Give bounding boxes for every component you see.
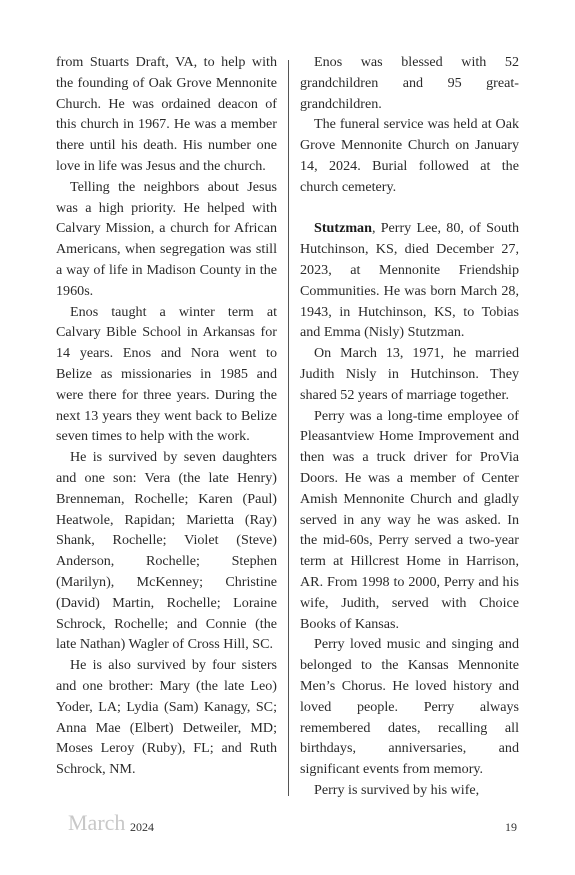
obituary-lead-paragraph	[300, 218, 519, 343]
column-divider	[288, 60, 289, 796]
right-column	[300, 52, 519, 801]
paragraph: Perry is survived by his wife,	[314, 781, 480, 798]
footer-month: March	[68, 810, 126, 835]
paragraph: Telling the neighbors about Jesus was a high priority. He helped with Calvary Mission, a church for African Americans, when segregation was still a way of life in Madison County in the 1960s.	[56, 178, 277, 299]
paragraph: from Stuarts Draft, VA, to help with the founding of Oak Grove Mennonite Church. He was ordained deacon of this church in 1967. He was a member there until his death. His number one love in life was Jesus and the church.	[56, 54, 277, 174]
obituary-lead-text: , Perry Lee, 80, of South Hutchinson, KS, died December 27, 2023, at Mennonite Friendship Communities. He was born March 28, 1943, in Hutchinson, KS, to Tobias and Emma (Nisly) Stutzman.	[300, 220, 519, 341]
paragraph: Perry was a long-time employee of Pleasantview Home Improvement and then was a truck driver for ProVia Doors. He was a member of Center Amish Mennonite Church and gladly served in any way he was asked. In the mid-60s, Perry served a two-year term at Hillcrest Home in Harrison, AR. From 1998 to 2000, Perry and his wife, Judith, served with Choice Books of Kansas.	[300, 407, 519, 632]
paragraph: He is survived by seven daughters and one son: Vera (the late Henry) Brenneman, Rochelle; Karen (Paul) Heatwole, Rapidan; Marietta (Ray) Shank, Rochelle; Violet (Steve) Anderson, Rochelle; Stephen (Marilyn), McKenney; Christine (David) Martin, Rochelle; Loraine Schrock, Rochelle; and Connie (the late Nathan) Wagler of Cross Hill, SC.	[56, 449, 277, 653]
page-number: 19	[505, 820, 517, 834]
left-column	[56, 52, 277, 780]
paragraph: Enos taught a winter term at Calvary Bible School in Arkansas for 14 years. Enos and Nora went to Belize as missionaries in 1985 and were there for three years. During the next 13 years they went back to Belize seven times to help with the work.	[56, 303, 277, 445]
footer-year: 2024	[130, 820, 154, 834]
paragraph: Perry loved music and singing and belonged to the Kansas Mennonite Men’s Chorus. He loved history and loved people. Perry always remembered dates, recalling all birthdays, anniversaries, and significant events from memory.	[300, 636, 519, 778]
paragraph: The funeral service was held at Oak Grove Mennonite Church on January 14, 2024. Burial followed at the church cemetery.	[300, 116, 519, 195]
obituary-surname: Stutzman	[314, 220, 372, 237]
paragraph: He is also survived by four sisters and one brother: Mary (the late Leo) Yoder, LA; Lydia (Sam) Kanagy, SC; Anna Mae (Elbert) Detweiler, MD; Moses Leroy (Ruby), FL; and Ruth Schrock, NM.	[56, 657, 277, 778]
paragraph: Enos was blessed with 52 grandchildren and 95 great-grandchildren.	[300, 54, 519, 112]
paragraph: On March 13, 1971, he married Judith Nisly in Hutchinson. They shared 52 years of marriage together.	[300, 345, 519, 403]
